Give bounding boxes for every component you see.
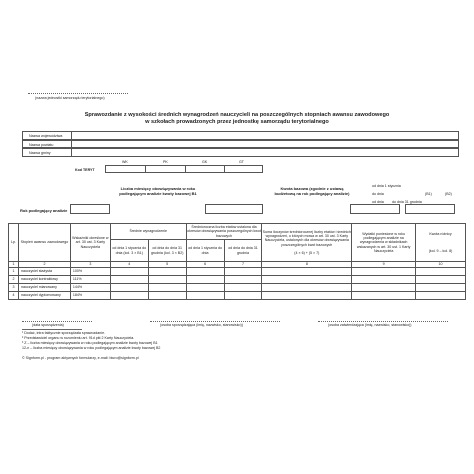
teryt-codes-wk: WK — [122, 160, 128, 164]
period-to-b1: do dnia — [372, 192, 384, 196]
year-field[interactable] — [70, 204, 110, 214]
sum-formula: (4 × 6) + (5 × 7) — [294, 250, 320, 255]
approved-label: (osoba zatwierdzająca (imię, nazwisko, stanowisko)) — [328, 323, 412, 327]
footnote-1: ¹ Dodać, intra faktycznie sporządzała sprawozdanie. — [22, 331, 106, 335]
voivodeship-row — [22, 131, 459, 140]
voivodeship-field[interactable] — [71, 132, 460, 140]
input-cell[interactable] — [416, 284, 466, 292]
unit-name-label: (nazwa jednostki samorządu terytorialnego) — [35, 96, 105, 100]
col-num: 3 — [70, 262, 110, 268]
fte-a-header: od dnia 1 stycznia do dnia — [186, 240, 224, 262]
footnote-3: ³ Z – liczba miesięcy obowiązywania w roku podlegającym analizie kwoty bazowej B1 — [22, 341, 158, 345]
input-cell[interactable] — [110, 276, 148, 284]
commune-row — [22, 148, 459, 157]
base-amount-label: Kwota bazowa (zgodnie z ustawą budżetową na rok podlegający analizie) — [274, 186, 350, 196]
avg-b-header: od dnia do dnia 31 grudnia (kol. 3 × B2) — [148, 240, 186, 262]
period-b1-label: (B1) — [425, 192, 432, 196]
period-b2-label: (B2) — [445, 192, 452, 196]
diff-header-text: Kwota różnicy — [429, 231, 452, 236]
unit-name-line — [28, 93, 128, 94]
teryt-codes-gt: GT — [239, 160, 244, 164]
diff-formula: (kol. 9 – kol. 8) — [428, 248, 453, 253]
months-label: Liczba miesięcy obowiązywania w roku podlegającym analizie kwoty bazowej B1 — [119, 186, 197, 196]
col-num: 6 — [186, 262, 224, 268]
coef-header: Wskaźniki określone w art. 30 ust. 3 Karty Nauczyciela — [70, 224, 110, 262]
input-cell[interactable] — [110, 268, 148, 276]
input-cell[interactable] — [262, 276, 352, 284]
salary-table — [8, 223, 466, 300]
months-field[interactable] — [205, 204, 263, 214]
col-num: 1 — [9, 262, 19, 268]
input-cell[interactable] — [224, 276, 262, 284]
footnote-2: ² Przedstawiciel organu w rozumieniu art. 91d pkt 2 Karty Nauczyciela. — [22, 336, 135, 340]
fte-header: Średnioroczna liczba etatów ustalona dla okresów obowiązywania poszczególnych kwot bazowych — [187, 225, 261, 238]
county-label: Nazwa powiatu — [29, 142, 54, 147]
coef-cell: 144% — [70, 284, 110, 292]
teryt-box[interactable] — [105, 165, 263, 173]
base-b2-field[interactable] — [405, 204, 455, 214]
input-cell[interactable] — [352, 276, 416, 284]
input-cell[interactable] — [352, 284, 416, 292]
table-row — [9, 268, 466, 276]
spent-header: Wydatki poniesione w roku podlegającym analizie na wynagrodzenia w składnikach wskazanych w art. 30 ust. 1 Karty Nauczyciela — [352, 224, 416, 262]
input-cell[interactable] — [186, 292, 224, 300]
report-title-line1: Sprawozdanie z wysokości średnich wynagrodzeń nauczycieli na poszczególnych stopniach awansu zawodowego — [84, 112, 390, 118]
input-cell[interactable] — [352, 268, 416, 276]
sum-header-text: Suma iloczynów średniorocznej liczby etatów i średnich wynagrodzeń, o których mowa w art. 30 ust. 3 Karty Nauczyciela, ustalonych dla okresów obowiązywania poszczególnych kwot bazowych — [262, 229, 351, 247]
teryt-codes-gk: GK — [202, 160, 208, 164]
input-cell[interactable] — [224, 268, 262, 276]
input-cell[interactable] — [148, 276, 186, 284]
col-num: 5 — [148, 262, 186, 268]
input-cell[interactable] — [110, 284, 148, 292]
input-cell[interactable] — [262, 284, 352, 292]
period-from-day: od dnia — [372, 200, 384, 204]
level-cell: nauczyciel mianowany — [18, 284, 70, 292]
coef-cell: 100% — [70, 268, 110, 276]
input-cell[interactable] — [224, 292, 262, 300]
period-to-dec: do dnia 31 grudnia — [392, 200, 422, 204]
sum-header — [262, 224, 352, 262]
commune-label: Nazwa gminy — [29, 151, 51, 155]
teryt-codes-pk: PK — [163, 160, 168, 164]
prepared-line[interactable] — [150, 321, 280, 322]
base-b1-field[interactable] — [350, 204, 400, 214]
approved-line[interactable] — [318, 321, 448, 322]
level-header: Stopień awansu zawodowego — [18, 224, 70, 262]
col-num: 2 — [18, 262, 70, 268]
fte-b-header: od dnia do dnia 31 grudnia — [224, 240, 262, 262]
county-field[interactable] — [71, 141, 460, 149]
date-line[interactable] — [22, 321, 92, 322]
table-row — [9, 276, 466, 284]
input-cell[interactable] — [262, 292, 352, 300]
input-cell[interactable] — [148, 268, 186, 276]
col-num: 9 — [352, 262, 416, 268]
voivodeship-label: Nazwa województwa — [29, 134, 63, 138]
table-row — [9, 292, 466, 300]
input-cell[interactable] — [186, 268, 224, 276]
commune-field[interactable] — [71, 149, 460, 157]
teryt-label: Kod TERYT — [75, 168, 95, 172]
input-cell[interactable] — [186, 276, 224, 284]
input-cell[interactable] — [110, 292, 148, 300]
input-cell[interactable] — [224, 284, 262, 292]
date-label: (data sporządzenia) — [32, 323, 64, 327]
county-row — [22, 140, 459, 149]
input-cell[interactable] — [352, 292, 416, 300]
lp-cell: 4 — [9, 292, 19, 300]
prepared-label: (osoba sporządzająca (imię, nazwisko, stanowisko)) — [160, 323, 243, 327]
coef-cell: 111% — [70, 276, 110, 284]
footnote-divider — [22, 329, 82, 330]
level-cell: nauczyciel dyplomowany — [18, 292, 70, 300]
col-num: 10 — [416, 262, 466, 268]
table-row — [9, 284, 466, 292]
coef-cell: 184% — [70, 292, 110, 300]
avg-a-header: od dnia 1 stycznia do dnia (kol. 3 × B1) — [110, 240, 148, 262]
level-cell: nauczyciel stażysta — [18, 268, 70, 276]
copyright: © Signform.pl - program aktywnych formularzy, e-mail: biuro@signform.pl — [22, 356, 139, 360]
input-cell[interactable] — [148, 292, 186, 300]
level-cell: nauczyciel kontraktowy — [18, 276, 70, 284]
input-cell[interactable] — [262, 268, 352, 276]
input-cell[interactable] — [416, 276, 466, 284]
diff-header — [416, 224, 466, 262]
report-title-line2: w szkołach prowadzonych przez jednostkę samorządu terytorialnego — [145, 119, 329, 125]
col-num: 7 — [224, 262, 262, 268]
lp-cell: 3 — [9, 284, 19, 292]
col-num: 4 — [110, 262, 148, 268]
lp-cell: 1 — [9, 268, 19, 276]
input-cell[interactable] — [186, 284, 224, 292]
lp-cell: 2 — [9, 276, 19, 284]
input-cell[interactable] — [416, 268, 466, 276]
year-label: Rok podlegający analizie — [20, 208, 68, 213]
lp-header: Lp. — [9, 224, 19, 262]
col-num: 8 — [262, 262, 352, 268]
input-cell[interactable] — [416, 292, 466, 300]
footnote-4: 12-n – liczba miesięcy obowiązywania w roku podlegającym analizie kwoty bazowej B2 — [22, 346, 161, 350]
avg-pay-header: Średnie wynagrodzenie — [110, 224, 186, 240]
input-cell[interactable] — [148, 284, 186, 292]
period-from-jan: od dnia 1 stycznia — [372, 184, 401, 188]
